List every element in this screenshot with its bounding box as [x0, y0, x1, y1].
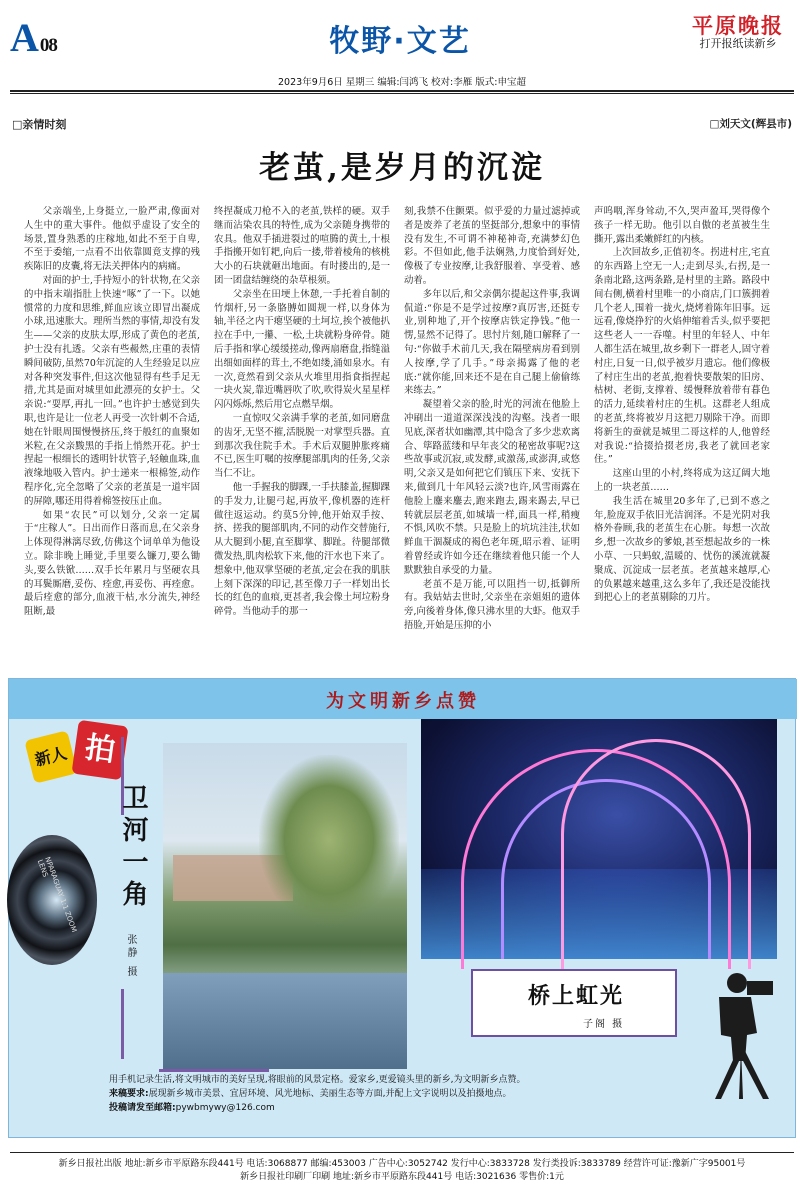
- article-paragraph: 刻,我禁不住颤栗。似乎爱的力量过滤掉或者是废养了老茧的坚挺部分,想象中的事情没有发生,不可谓不神秘神奇,充满梦幻色彩。不但如此,他手法娴熟,力度恰到好处,像极了专业按摩,让我舒服着、享受着、感动着。: [404, 206, 580, 286]
- article-paragraph: 声呜咽,浑身耸动,不久,哭声盈耳,哭得像个孩子一样无助。他引以自傲的老茧被生生撕开,露出柔嫩鲜红的内核。: [594, 206, 770, 245]
- photo2-title: 桥上虹光: [527, 983, 624, 1009]
- photo1-title: 卫河一角: [118, 784, 148, 912]
- logo-main: 平原晚报: [692, 13, 784, 38]
- byline: □刘天文(辉县市): [709, 118, 792, 130]
- lens-text: NPARAGUAY 1:1 ZOOM LENS: [35, 855, 79, 934]
- article-column-2: [214, 205, 390, 660]
- badge-small: 新人: [24, 730, 77, 783]
- notes-requirement-label: 来稿要求:: [109, 1089, 149, 1099]
- article-paragraph: 他一手握我的脚踝,一手扶膝盖,握脚踝的手发力,让腿弓起,再放平,像机器的连杆做往返运动。约莫5分钟,他开始双手按、挤、搓我的腿部肌肉,不同的动作交替施行,从大腿到小腿,直至脚掌、脚趾。待腿部微微发热,肌肉松软下来,他的汗水也下来了。想象中,他双掌坚硬的老茧,定会在我的肌肤上刻下深深的印记,甚至像刀子一样划出长长的红色的血痕,更甚者,我会像土坷垃粉身碎骨。当他动手的那一: [214, 481, 390, 618]
- photo1-caption: [107, 784, 153, 1004]
- issue-meta: 2023年9月6日 星期三 编辑:闫鸿飞 校对:李雁 版式:申宝超: [278, 77, 526, 88]
- new-shot-badge: [29, 719, 159, 789]
- footer-line-2: 新乡日报社印刷厂印刷 地址:新乡市平原路东段441号 电话:3021636 零售价:1元: [240, 1172, 564, 1182]
- submission-notes: [109, 1073, 699, 1115]
- article-paragraph: 凝望着父亲的脸,时光的河流在他脸上冲刷出一道道深深浅浅的沟壑。浅者一眼见底,深者状如幽潭,其中隐含了多少悲欢离合、筚路蓝缕和早年丧父的秘密故事呢?这些故事或沉寂,或发酵,或激荡,或澎湃,或悠明,父亲又是如何把它们镇压下来、安抚下来,做到几十年风轻云淡?也许,风雪雨露在他脸上鏖来鏖去,跑来跑去,踢来踢去,早已转就层层老茧,如城墙一样,面具一样,稍瘦不惧,风吹不禁。只是脸上的坑坑洼洼,状如鲜血干涸凝成的褐色老年斑,昭示着、证明着曾经或许如今还在继续着他只能一个人默默独自承受的力量。: [404, 399, 580, 576]
- footer-line-1: 新乡日报社出版 地址:新乡市平原路东段441号 电话:3068877 邮编:453003 广告中心:3052742 发行中心:3833728 发行类投诉:3833789 经营许可证:豫新广字95001号: [58, 1159, 746, 1169]
- article-paragraph: 一直惊叹父亲满手掌的老茧,如同磨盘的齿牙,无坚不摧,活脱脱一对掌型兵器。直到那次我住院手术。手术后双腿肿胀疼痛不已,医生叮嘱的按摩腿部肌肉的任务,父亲当仁不让。: [214, 412, 390, 480]
- notes-intro: 用手机记录生活,将文明城市的美好呈现,将眼前的风景定格。爱家乡,更爱镜头里的新乡,为文明新乡点赞。: [109, 1075, 526, 1085]
- column-label: □亲情时刻: [12, 118, 67, 131]
- article-paragraph: 多年以后,和父亲偶尔提起这件事,我调侃道:“你是不是学过按摩?真厉害,还挺专业,别种地了,开个按摩店铁定挣钱。”他一愣,显然不记得了。思忖片刻,随口解释了一句:“你做手术前几天,我在隔壁病房看到别人按摩,学了几手。”母亲揭露了他的老底:“就你能,回来还不是在自己腿上偷偷练来练去。”: [404, 288, 580, 397]
- caption-frame-line: [159, 1069, 269, 1072]
- photographer-silhouette-icon: [685, 961, 795, 1101]
- camera-lens-illustration: [7, 835, 101, 975]
- notes-requirement: [109, 1087, 699, 1101]
- bridge-arch: [561, 739, 751, 969]
- photo1-river: [163, 973, 407, 1069]
- feature-title: 为文明新乡点赞: [326, 691, 480, 712]
- article-column-4: [594, 205, 770, 660]
- page-footer: [0, 1158, 804, 1184]
- header-rule-thin: [10, 93, 794, 94]
- section-title: 牧野·文艺: [329, 24, 471, 59]
- article-paragraph: 对面的护士,手持短小的针状物,在父亲的中指末端指肚上快速“啄”了一下。以她惯常的力度和思维,鲜血应该立即冒出凝成小球,迅速胀大。理所当然的事情,却没有发生——父亲的皮肤太厚,形成了黄色的老茧,护士没有扎透。父亲有些赧然,庄重的表情瞬间破防,虽然70年沉淀的人生经验足以应对各种突发事件,但这次他显得有些手足无措,尤其是面对城里如此漂亮的女护士。父亲说:“耍厚,再扎一回。”也许护士感觉到失职,也许是让一位老人再受一次针刺不合适,她在针眼周围慢慢挤压,终于般红的血聚如米粒,在父亲黢黑的手指上悄然开花。护士捏起一根细长的透明针状管子,轻触血珠,血液缘地吸入管内。护士递来一根棉签,动作程序化,完全忽略了父亲的老茧是一道牢固的屏障,哪还用得着棉签按压止血。: [24, 274, 200, 507]
- photo-riverside: [163, 743, 407, 1069]
- badge-big: 拍: [71, 720, 128, 780]
- photo2-caption: [471, 969, 677, 1037]
- article-paragraph: 终捏凝成刀枪不入的老茧,铁样的硬。双手继而沾染农具的特性,成为父亲随身携带的农具。他双手插进裂过的喧腾的黄土,十根手指搬开如钉耙,向后一搂,带着棱角的核桃大小的石块就砸出地面。有时搂出的,是一团一团盘结缠绕的杂草根须。: [214, 206, 390, 286]
- page-number: A 08: [10, 15, 57, 60]
- paper-logo: [686, 14, 790, 51]
- photo1-tree: [259, 755, 399, 925]
- article-paragraph: 这座山里的小村,终将成为这辽阔大地上的一块老茧……: [594, 468, 770, 493]
- page-header: [0, 0, 804, 70]
- article-title: 老茧,是岁月的沉淀: [259, 150, 545, 186]
- header-rule: [10, 90, 794, 92]
- article-paragraph: 如果“农民”可以划分,父亲一定属于“庄稼人”。日出而作日落而息,在父亲身上体现得淋漓尽致,仿佛这个词单单为他设立。除非晚上睡觉,手里要么镰刀,要么锄头,要么铁锨……双手长年累月与坚硬农具的耳鬓厮磨,妥伤、痊愈,再妥伤、再痊愈。最后痊愈的部分,血液干枯,水分流失,神经阻断,最: [24, 509, 200, 618]
- article-paragraph: 父亲端坐,上身挺立,一脸严肃,像面对人生中的重大事件。他似乎虚设了安全的场景,置身熟悉的庄稼地,如此不至于自卑,不至于委缩,一点看不出依靠圆竟支撑的残疾陈旧的皮囊,将无法关押体内的病痛。: [24, 206, 200, 273]
- notes-requirement-text: 展现新乡城市美景、宜居环境、风光地标、美丽生态等方面,并配上文字说明以及拍摄地点。: [148, 1089, 512, 1099]
- notes-email-label: 投稿请发至邮箱:: [109, 1103, 176, 1113]
- photo-bridge-night: [421, 719, 777, 959]
- article-column-3: [404, 205, 580, 660]
- notes-email: [109, 1101, 699, 1115]
- article-column-1: [24, 205, 200, 660]
- logo-slogan: 打开报纸读新乡: [699, 37, 777, 50]
- photo-feature: [8, 678, 796, 1138]
- photo2-author: 子阁 摄: [583, 1019, 625, 1030]
- footer-rule: [10, 1152, 794, 1153]
- article-body: [24, 205, 784, 660]
- article-paragraph: 老茧不是万能,可以阻挡一切,抵御所有。我姑姑去世时,父亲坐在亲姐姐的遗体旁,向後着身体,像只沸水里的大虾。他双手捂脸,开始是压抑的小: [404, 578, 580, 631]
- article-paragraph: 父亲坐在田埂上休憩,一手托着自制的竹烟杆,另一条胳膊如圆规一样,以身体为轴,半径之内干瘪坚硬的土坷垃,挨个被他扒拉在手中,一攥、一松,土块就粉身碎骨。随后手指和掌心缓缓搓动,像两扇磨盘,指缝溢出细如面样的茸土,不绝如缕,涌如泉水。有一次,竟然看到父亲从火堆里用指食指捏起一块火炭,靠近嘴唇吹了吹,吹得炭火星星样闪闪烁烁,然后用它点燃旱烟。: [214, 288, 390, 411]
- email-address[interactable]: pywbmywy@126.com: [175, 1103, 275, 1113]
- article-paragraph: 我生活在城里20多年了,已到不惑之年,脸庞双手依旧光洁润泽。不是光阴对我格外眷顾,我的老茧生在心脏。每想一次故乡,想一次故乡的爹娘,甚至想起故乡的一株小草、一只蚂蚁,温暖的、忧伤的溪流就凝聚成、沉淀成一层老茧。老茧越来越厚,心的负累越来越重,这么多年了,我还是没能找到把心上的老茧剔除的刀片。: [594, 495, 770, 604]
- article-paragraph: 上次回故乡,正值初冬。拐进村庄,宅直的东西路上空无一人;走到尽头,右拐,是一条南北路,这两条路,是村里的主路。路段中间右侧,横着村里唯一的小商店,门口簇拥着几个老人,围着一拢火,烧烤着陈年旧事。远远看,像烧挣狞的火焰伸缩着舌头,似乎要把这些老人一一吞噬。村里的年轻人、中年人都生活在城里,故乡剩下一群老人,固守着村庄,日复一日,似乎被岁月遗忘。他们像极了村庄生出的老茧,抱着快要散架的旧房、枯树、老街,支撑着、缓慢释放着带有暮色的活力,延续着村庄的生机。这群老人组成的老茧,终将被岁月这把刀剔除干净。而即将新生的蚕就是城里二哥这样的人,他曾经对我说:“拾掇拾掇老房,我老了就回老家住。”: [594, 247, 770, 466]
- photo1-author: 张静 摄: [125, 934, 136, 980]
